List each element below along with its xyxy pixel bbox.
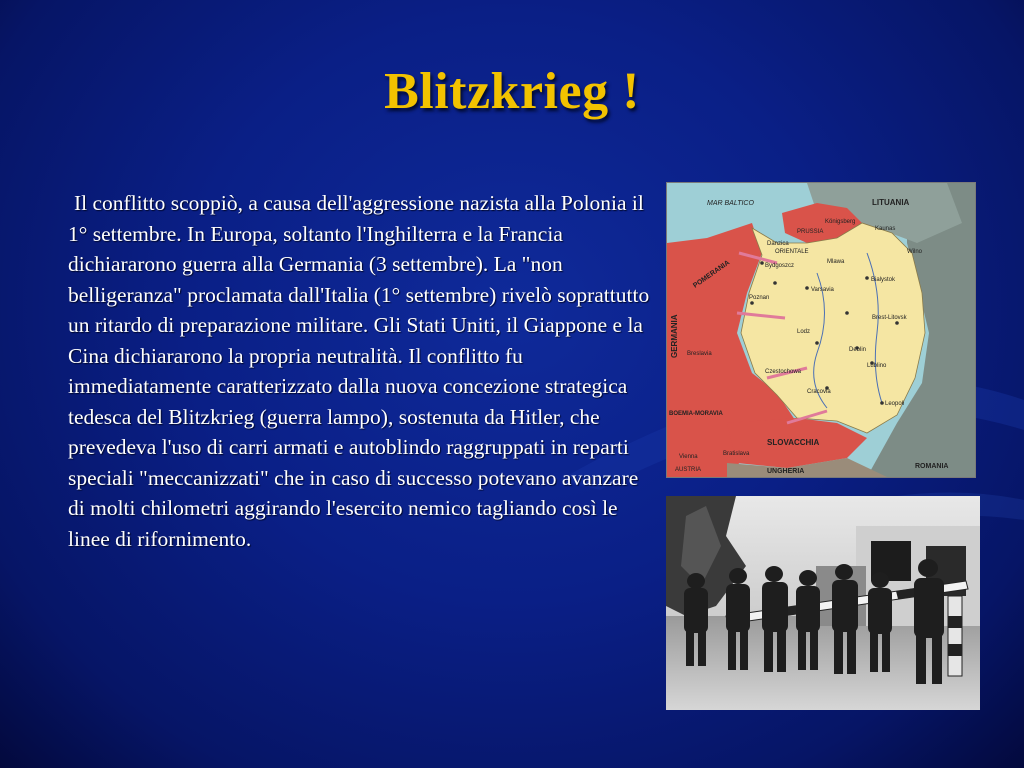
map-label-bialystok: Bialystok bbox=[871, 277, 896, 283]
map-label-danzica: Danzica bbox=[767, 241, 789, 247]
map-label-bydgoszcz: Bydgoszcz bbox=[765, 263, 795, 269]
map-drawing bbox=[667, 183, 975, 477]
map-label-ungheria: UNGHERIA bbox=[767, 468, 805, 475]
map-label-wilno: Wilno bbox=[907, 249, 923, 255]
map-label-oriental: ORIENTALE bbox=[775, 249, 809, 255]
map-label-brest: Brest-Litovsk bbox=[872, 315, 907, 321]
map-label-lithuania: LITUANIA bbox=[872, 198, 910, 207]
map-label-vienna: Vienna bbox=[679, 454, 698, 460]
map-label-bratislava: Bratislava bbox=[723, 451, 750, 457]
map-label-austria: AUSTRIA bbox=[675, 467, 702, 473]
map-label-kaunas: Kaunas bbox=[875, 226, 896, 232]
map-label-breslavia: Breslavia bbox=[687, 351, 712, 357]
map-label-slovacchia: SLOVACCHIA bbox=[767, 438, 820, 447]
map-label-prussia: PRUSSIA bbox=[797, 229, 824, 235]
map-label-cracovia: Cracovia bbox=[807, 389, 831, 395]
map-label-boemia: BOEMIA-MORAVIA bbox=[669, 411, 723, 417]
map-label-poznan: Poznan bbox=[749, 295, 770, 301]
body-paragraph: Il conflitto scoppiò, a causa dell'aggressione nazista alla Polonia il 1° settembre. In Europa, soltanto l'Inghilterra e la Francia dichiararono guerra alla Germania (3 settembre). La "non belligeranza" proclamata dall'Italia (1° settembre) rivelò soprattutto un ritardo di preparazione militare. Gli Stati Uniti, il Giappone e la Cina dichiararono la propria neutralità. Il conflitto fu immediatamente caratterizzato dalla nuova concezione strategica tedesca del Blitzkrieg (guerra lampo), sostenuta da Hitler, che prevedeva l'uso di carri armati e autoblindo raggruppati in reparti speciali "meccanizzati" che in caso di successo potevano avanzare di molti chilometri aggirando l'esercito nemico tagliando così le linee di rifornimento. bbox=[68, 191, 650, 551]
slide-title: Blitzkrieg ! bbox=[384, 63, 640, 120]
map-label-sea: MAR BALTICO bbox=[707, 200, 754, 207]
map-label-deblin: Deblin bbox=[849, 347, 867, 353]
slide-body bbox=[68, 188, 650, 554]
map-label-pomerania: POMERANIA bbox=[692, 259, 732, 290]
map-label-varsavia: Varsavia bbox=[811, 287, 834, 293]
map-label-lodz: Lodz bbox=[797, 329, 811, 335]
map-label-mlawa: Mlawa bbox=[827, 259, 845, 265]
map-label-lublino: Lublino bbox=[867, 363, 887, 369]
map-label-czestochowa: Czestochowa bbox=[765, 369, 802, 375]
poland-map bbox=[666, 182, 976, 478]
map-label-leopoli: Leopoli bbox=[885, 401, 905, 407]
soldiers-photo-drawing bbox=[666, 496, 980, 710]
map-label-germania: GERMANIA bbox=[670, 314, 679, 358]
soldiers-photo-icon bbox=[666, 496, 980, 710]
map-label-romania: ROMANIA bbox=[915, 463, 949, 470]
map-label-konigsberg: Königsberg bbox=[825, 219, 856, 225]
